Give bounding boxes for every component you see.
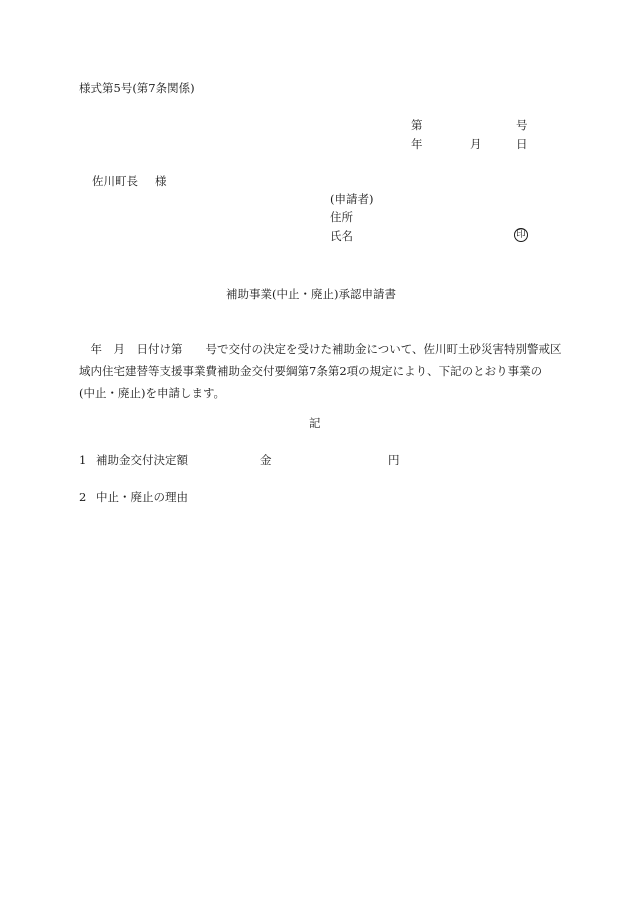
document-title: 補助事業(中止・廃止)承認申請書 (226, 287, 396, 301)
item-1-number: 1 (79, 453, 87, 467)
doc-number-suffix: 号 (516, 118, 528, 132)
body-paragraph (79, 338, 562, 404)
applicant-name-label: 氏名 (330, 229, 353, 243)
body-line-1: 年 月 日付け第 号で交付の決定を受けた補助金について、佐川町土砂災害特別警戒区 (79, 342, 562, 356)
addressee-name: 佐川町長 (92, 174, 138, 188)
applicant-heading: (申請者) (330, 192, 374, 206)
form-number: 様式第5号(第7条関係) (79, 81, 195, 95)
body-line-3: (中止・廃止)を申請します。 (79, 386, 226, 400)
doc-number-prefix: 第 (411, 118, 423, 132)
item-2-number: 2 (79, 490, 87, 504)
item-1-label: 補助金交付決定額 (96, 453, 188, 467)
item-2-label: 中止・廃止の理由 (96, 490, 188, 504)
item-1-currency-suffix: 円 (388, 453, 400, 467)
body-line-2: 域内住宅建替等支援事業費補助金交付要綱第7条第2項の規定により、下記のとおり事業の (79, 364, 543, 378)
date-month: 月 (470, 137, 482, 151)
item-1-currency-prefix: 金 (260, 453, 272, 467)
addressee-honorific: 様 (155, 174, 167, 188)
ki-heading: 記 (309, 416, 321, 430)
applicant-address-label: 住所 (330, 210, 353, 224)
date-day: 日 (516, 137, 528, 151)
seal-mark (514, 228, 528, 242)
date-year: 年 (411, 137, 423, 151)
seal-mark-text: 印 (516, 229, 526, 241)
